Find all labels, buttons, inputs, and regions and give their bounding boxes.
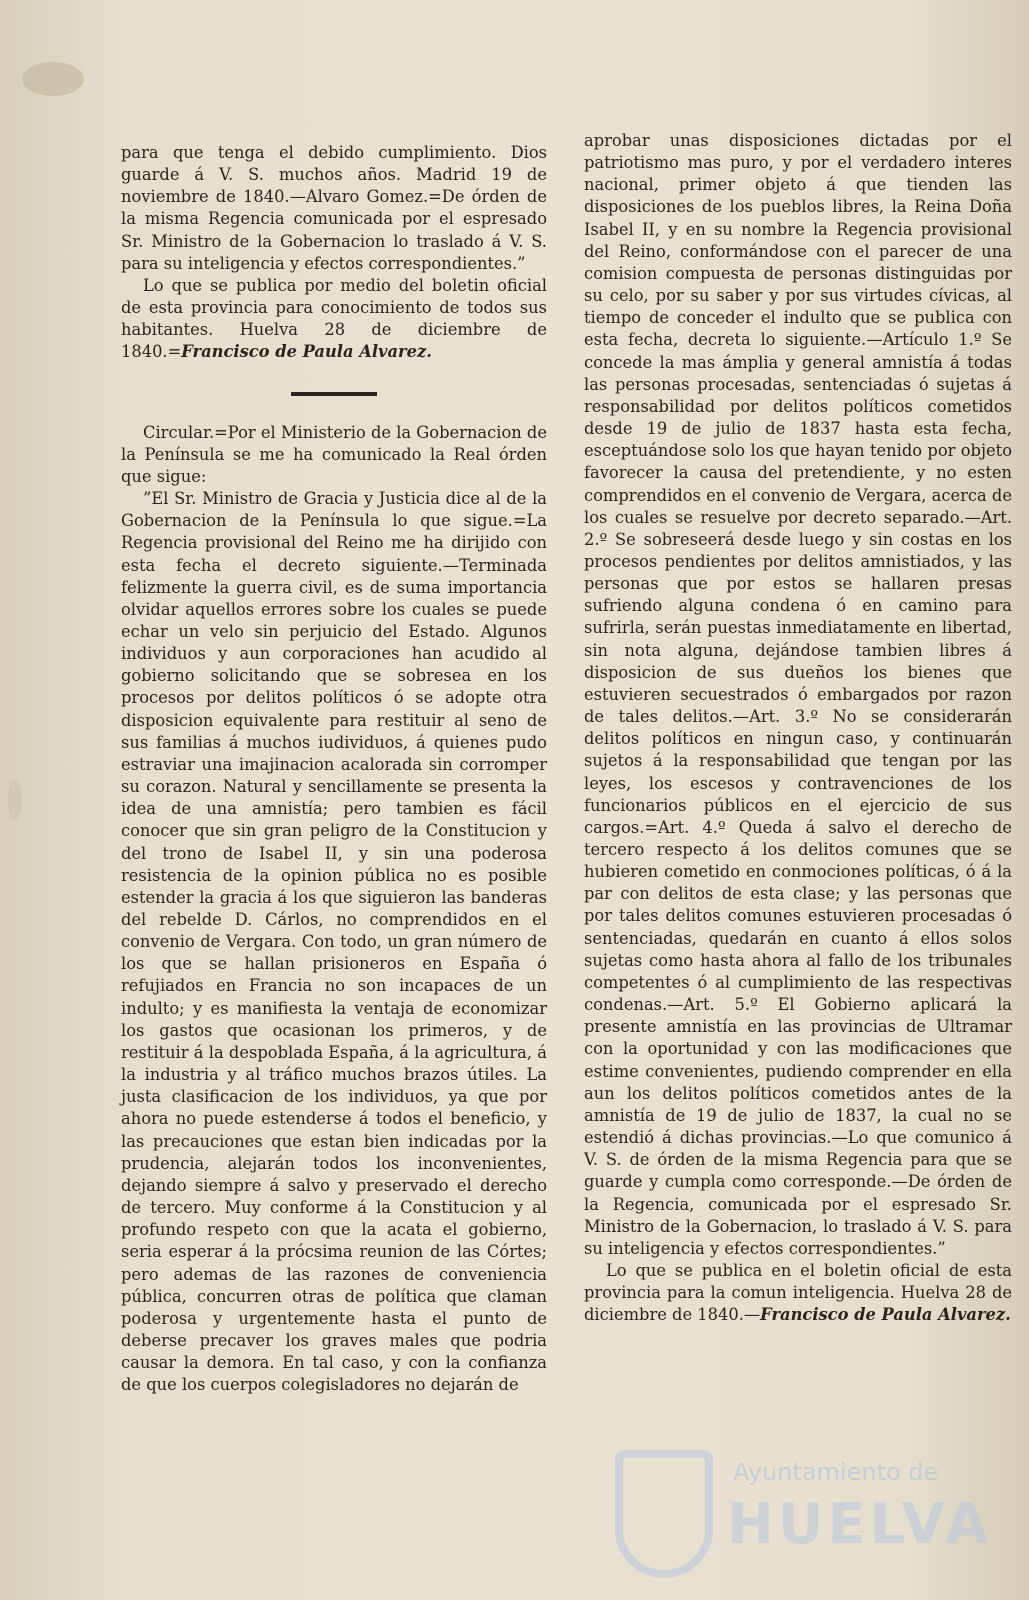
archive-watermark <box>615 1440 993 1590</box>
decree-preamble: ”El Sr. Ministro de Gracia y Justicia dice al de la Gobernacion de la Península lo que sigue.=La Regencia provisional del Reino me ha dirijido con esta fecha el decreto siguiente.—Terminada felizmente la guerra civil, es de suma importancia olvidar aquellos errores sobre los cuales se puede echar un velo sin perjuicio del Estado. Algunos individuos y aun corporaciones han acudido al gobierno solicitando que se sobresea en los procesos por delitos políticos ó se adopte otra disposicion equivalente para restituir al seno de sus familias á muchos iudividuos, á quienes pudo estraviar una imajinacion acalorada sin corromper su corazon. Natural y sencillamente se presenta la idea de una amnistía; pero tambien es fácil conocer que sin gran peligro de la Constitucion y del trono de Isabel II, y sin una poderosa resistencia de la opinion pública no es posible estender la gracia á los que siguieron las banderas del rebelde D. Cárlos, no comprendidos en el convenio de Vergara. Con todo, un gran número de los que se hallan prisioneros en España ó refujiados en Francia no son incapaces de un indulto; y es manifiesta la ventaja de economizar los gastos que ocasionan los primeros, y de restituir á la despoblada España, á la agricultura, á la industria y al tráfico muchos brazos útiles. La justa clasificacion de los individuos, ya que por ahora no puede estenderse á todos el beneficio, y las precauciones que estan bien indicadas por la prudencia, alejarán todos los inconvenientes, dejando siempre á salvo y preservado el derecho de tercero. Muy conforme á la Constitucion y al profundo respeto con que la acata el gobierno, seria esperar á la prócsima reunion de las Córtes; pero ademas de las razones de conveniencia pública, concurren otras de política que claman poderosa y urgentemente hasta el punto de deberse precaver los graves males que podria causar la demora. En tal caso, y con la confianza de que los cuerpos colegisladores no dejarán de <box>121 489 547 1395</box>
decree-articles: aprobar unas disposiciones dictadas por el patriotismo mas puro, y por el verdadero interes nacional, primer objeto á que tienden las disposiciones de los pueblos libres, la Reina Doña Isabel II, y en su nombre la Regencia provisional del Reino, conformándose con el parecer de una comision compuesta de personas distinguidas por su celo, por su saber y por sus virtudes cívicas, al tiempo de conceder el indulto que se publica con esta fecha, decreta lo siguiente.—Artículo 1.º Se concede la mas ámplia y general amnistía á todas las personas procesadas, sentenciadas ó sujetas á responsabilidad por delitos políticos cometidos desde 19 de julio de 1837 hasta esta fecha, esceptuándose solo los que hayan tenido por objeto favorecer la causa del pretendiente, y no esten comprendidos en el convenio de Vergara, acerca de los cuales se resuelve por decreto separado.—Art. 2.º Se sobreseerá desde luego y sin costas en los procesos pendientes por delitos amnistiados, y las personas que por estos se hallaren presas sufriendo alguna condena ó en camino para sufrirla, serán puestas inmediatamente en libertad, sin nota alguna, dejándose tambien libres á disposicion de sus dueños los bienes que estuvieren secuestrados ó embargados por razon de tales delitos.—Art. 3.º No se considerarán delitos políticos en ningun caso, y continuarán sujetos á la responsabilidad que tengan por las leyes, los escesos y contravenciones de los funcionarios públicos en el ejercicio de sus cargos.=Art. 4.º Queda á salvo el derecho de tercero respecto á los delitos comunes que se hubieren cometido en conmociones políticas, ó á la par con delitos de esta clase; y las personas que por tales delitos comunes estuvieren procesadas ó sentenciadas, quedarán en cuanto á ellos solos sujetas como hasta ahora al fallo de los tribunales competentes ó al cumplimiento de las respectivas condenas.—Art. 5.º El Gobierno aplicará la presente amnistía en las provincias de Ultramar con la oportunidad y con las modificaciones que estime convenientes, pudiendo comprender en ella aun los delitos políticos cometidos antes de la amnistía de 19 de julio de 1837, la cual no se estendió á dichas provincias.—Lo que comunico á V. S. de órden de la misma Regencia para que se guarde y cumpla como corresponde.—De órden de la Regencia, comunicada por el espresado Sr. Ministro de la Gobernacion, lo traslado á V. S. para su inteligencia y efectos correspondientes.” <box>584 131 1012 1258</box>
publication-notice-text: Lo que se publica en el boletin oficial de esta provincia para la comun inteligencia. Huelva 28 de diciembre de 1840.— <box>584 1260 1012 1325</box>
paper-stain <box>22 62 84 96</box>
left-column <box>121 142 547 1396</box>
watermark-line2: HUELVA <box>727 1492 993 1557</box>
circular-heading-paragraph: Circular.=Por el Ministerio de la Gobernacion de la Península se me ha comunicado la Real órden que sigue: <box>121 422 547 486</box>
section-divider <box>291 392 377 396</box>
section-divider-area <box>121 364 547 422</box>
signature: Francisco de Paula Alvarez. <box>181 342 432 362</box>
watermark-line1: Ayuntamiento de <box>733 1458 939 1486</box>
order-closing-paragraph: para que tenga el debido cumplimiento. Dios guarde á V. S. muchos años. Madrid 19 de noviembre de 1840.—Alvaro Gomez.=De órden de la misma Regencia comunicada por el espresado Sr. Ministro de la Gobernacion lo traslado á V. S. para su inteligencia y efectos correspondientes.” <box>121 143 547 273</box>
publication-notice-text: Lo que se publica por medio del boletin oficial de esta provincia para conocimiento de todos sus habitantes. Huelva 28 de diciembre de 1840.= <box>121 275 547 362</box>
right-column <box>584 130 1012 1326</box>
coat-of-arms-icon <box>615 1450 713 1578</box>
signature: Francisco de Paula Alvarez. <box>760 1305 1011 1325</box>
publication-notice <box>584 1260 1012 1326</box>
paper-stain <box>8 780 22 820</box>
publication-notice <box>121 275 547 364</box>
